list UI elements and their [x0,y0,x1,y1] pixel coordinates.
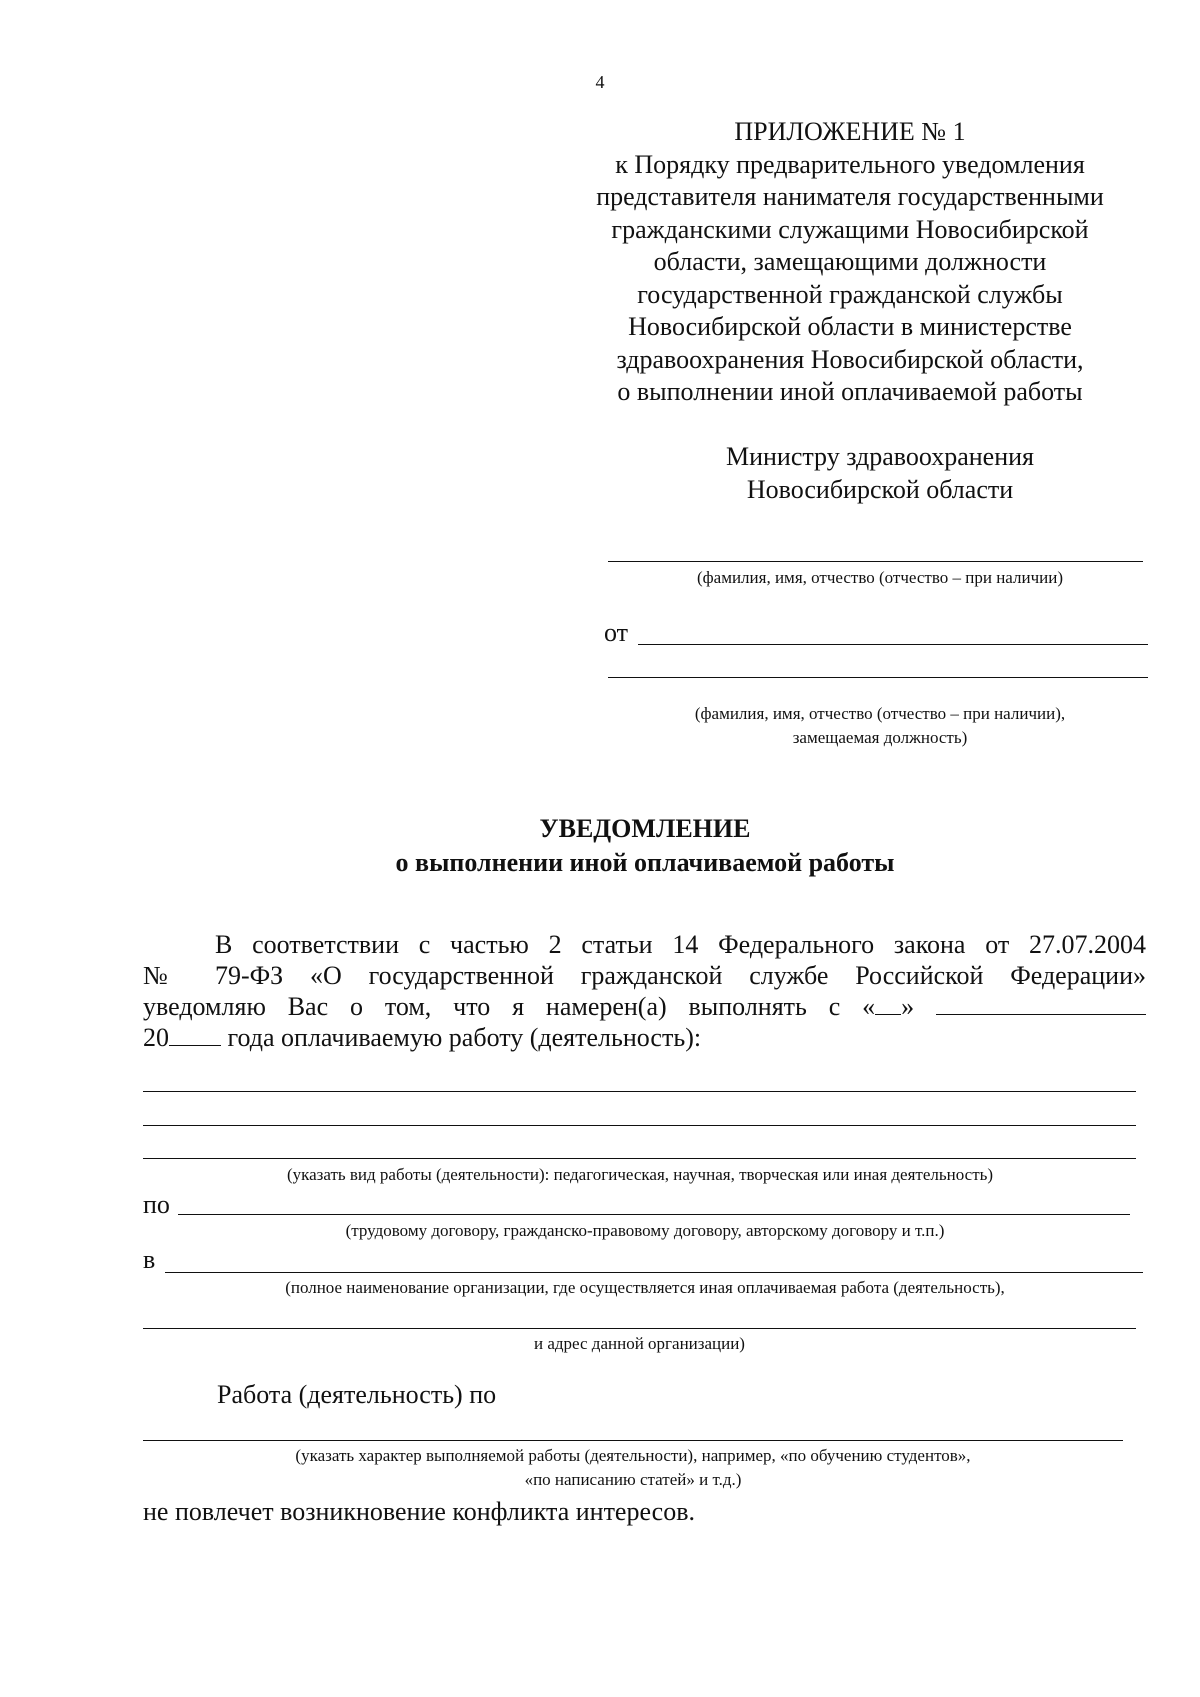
from-caption-line: (фамилия, имя, отчество (отчество – при наличии), [694,704,1066,723]
document-title [140,812,1150,880]
from-caption [600,702,1160,750]
character-caption-line: (указать характер выполняемой работы (деятельности), например, «по обучению студентов», [295,1446,971,1465]
organization-field[interactable] [165,1272,1143,1273]
page-number: 4 [595,72,605,92]
minister-name-caption: (фамилия, имя, отчество (отчество – при наличии) [696,568,1063,587]
work-type-field[interactable] [143,1091,1136,1092]
work-type-field[interactable] [143,1158,1136,1159]
start-day-field[interactable] [875,992,901,1015]
from-caption-line: замещаемая должность) [792,728,968,747]
conclusion-text: не повлечет возникновение конфликта интересов. [143,1497,695,1526]
organization-address-field[interactable] [143,1328,1136,1329]
appendix-line: государственной гражданской службы [637,279,1063,309]
start-year-field[interactable] [169,1023,221,1046]
body-row: № 79-ФЗ «О государственной гражданской службе Российской Федерации» [143,961,1146,990]
addressee-line: Новосибирской области [746,475,1014,504]
appendix-title: ПРИЛОЖЕНИЕ № 1 [734,117,966,146]
work-character-caption [143,1444,1123,1492]
organization-caption: (полное наименование организации, где осуществляется иная оплачиваемая работа (деятельность), [285,1278,1005,1297]
title-main: УВЕДОМЛЕНИЕ [539,814,751,843]
addressee-line: Министру здравоохранения [725,442,1035,471]
appendix-line: Новосибирской области в министерстве [628,312,1072,341]
body-row: уведомляю Вас о том, что я намерен(а) выполнять с « » [143,991,1146,1022]
work-type-caption: (указать вид работы (деятельности): педагогическая, научная, творческая или иная деятельность) [286,1165,994,1184]
character-caption-line: «по написанию статей» и т.д.) [524,1470,742,1489]
from-label: от [604,618,629,647]
body-row: 20 года оплачиваемую работу (деятельность): [143,1023,702,1052]
v-label: в [143,1245,156,1274]
work-by-label: Работа (деятельность) по [217,1380,497,1409]
contract-caption: (трудовому договору, гражданско-правовому договору, авторскому договору и т.п.) [345,1221,945,1240]
appendix-line: о выполнении иной оплачиваемой работы [617,377,1083,406]
appendix-line: к Порядку предварительного уведомления [615,149,1085,179]
po-label: по [143,1190,170,1219]
minister-name-field[interactable] [608,561,1143,562]
body-row: В соответствии с частью 2 статьи 14 Федерального закона от 27.07.2004 [215,930,1146,959]
from-name-field[interactable] [638,644,1148,645]
address-caption: и адрес данной организации) [534,1334,745,1353]
appendix-line: области, замещающими должности [653,247,1047,276]
work-type-field[interactable] [143,1125,1136,1126]
from-position-field[interactable] [608,677,1148,678]
addressee [600,440,1160,506]
appendix-line: представителя нанимателя государственными [596,182,1104,211]
title-sub: о выполнении иной оплачиваемой работы [395,848,895,877]
work-character-field[interactable] [143,1440,1123,1441]
start-month-field[interactable] [936,992,1146,1015]
body-paragraph [143,929,1146,1053]
appendix-line: гражданскими служащими Новосибирской [611,214,1089,244]
contract-field[interactable] [178,1214,1130,1215]
appendix-line: здравоохранения Новосибирской области, [616,344,1084,374]
appendix-header [560,116,1140,409]
